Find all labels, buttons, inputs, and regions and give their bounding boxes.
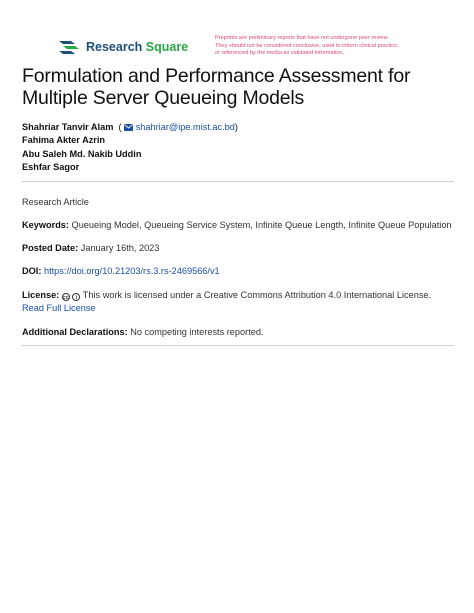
doi-label: DOI:: [22, 266, 42, 276]
article-type: Research Article: [22, 197, 89, 207]
keywords-value: Queueing Model, Queueing Service System, Infinite Queue Length, Infinite Queue Population: [71, 220, 452, 230]
license-label: License:: [22, 290, 60, 300]
envelope-icon: [124, 124, 133, 131]
divider: [22, 181, 454, 182]
declarations-label: Additional Declarations:: [22, 327, 128, 337]
posted-date-value: January 16th, 2023: [80, 243, 160, 253]
research-square-logo[interactable]: [57, 38, 188, 56]
license-text: This work is licensed under a Creative Commons Attribution 4.0 International License.: [82, 290, 432, 300]
disclaimer-line: or referenced by the media as validated information.: [215, 50, 345, 57]
keywords-row: [22, 219, 452, 232]
disclaimer-line: Preprints are preliminary reports that have not undergone peer review.: [215, 35, 389, 41]
read-full-license-link[interactable]: Read Full License: [22, 303, 96, 313]
by-icon: i: [72, 293, 80, 301]
divider: [22, 345, 454, 346]
author-item: Shahriar Tanvir Alam ( shahriar@ipe.mist.ac.bd): [22, 122, 238, 132]
research-square-logo-icon: [57, 38, 81, 56]
declarations-row: [22, 326, 264, 339]
paper-title: Formulation and Performance Assessment for Multiple Server Queueing Models: [22, 65, 411, 109]
author-name: Shahriar Tanvir Alam: [22, 122, 114, 132]
brand-name: Research Square: [86, 40, 189, 54]
posted-date-row: [22, 242, 159, 255]
license-row: [22, 289, 431, 302]
author-email-link[interactable]: shahriar@ipe.mist.ac.bd: [122, 122, 235, 132]
license-link-row: [22, 302, 96, 315]
author-name: Abu Saleh Md. Nakib Uddin: [22, 148, 142, 159]
doi-link[interactable]: https://doi.org/10.21203/rs.3.rs-2469566/v1: [43, 266, 220, 276]
page-header: [0, 0, 474, 60]
disclaimer-line: They should not be considered conclusive, used to inform clinical practice,: [215, 42, 399, 49]
author-list: [22, 121, 238, 174]
posted-date-label: Posted Date:: [22, 243, 79, 253]
preprint-disclaimer: [215, 35, 455, 58]
author-name: Fahima Akter Azrin: [22, 135, 106, 146]
doi-row: [22, 265, 220, 278]
cc-icon: cc: [63, 295, 69, 301]
author-name: Eshfar Sagor: [22, 161, 80, 172]
keywords-label: Keywords:: [22, 220, 69, 230]
declarations-value: No competing interests reported.: [130, 327, 264, 337]
